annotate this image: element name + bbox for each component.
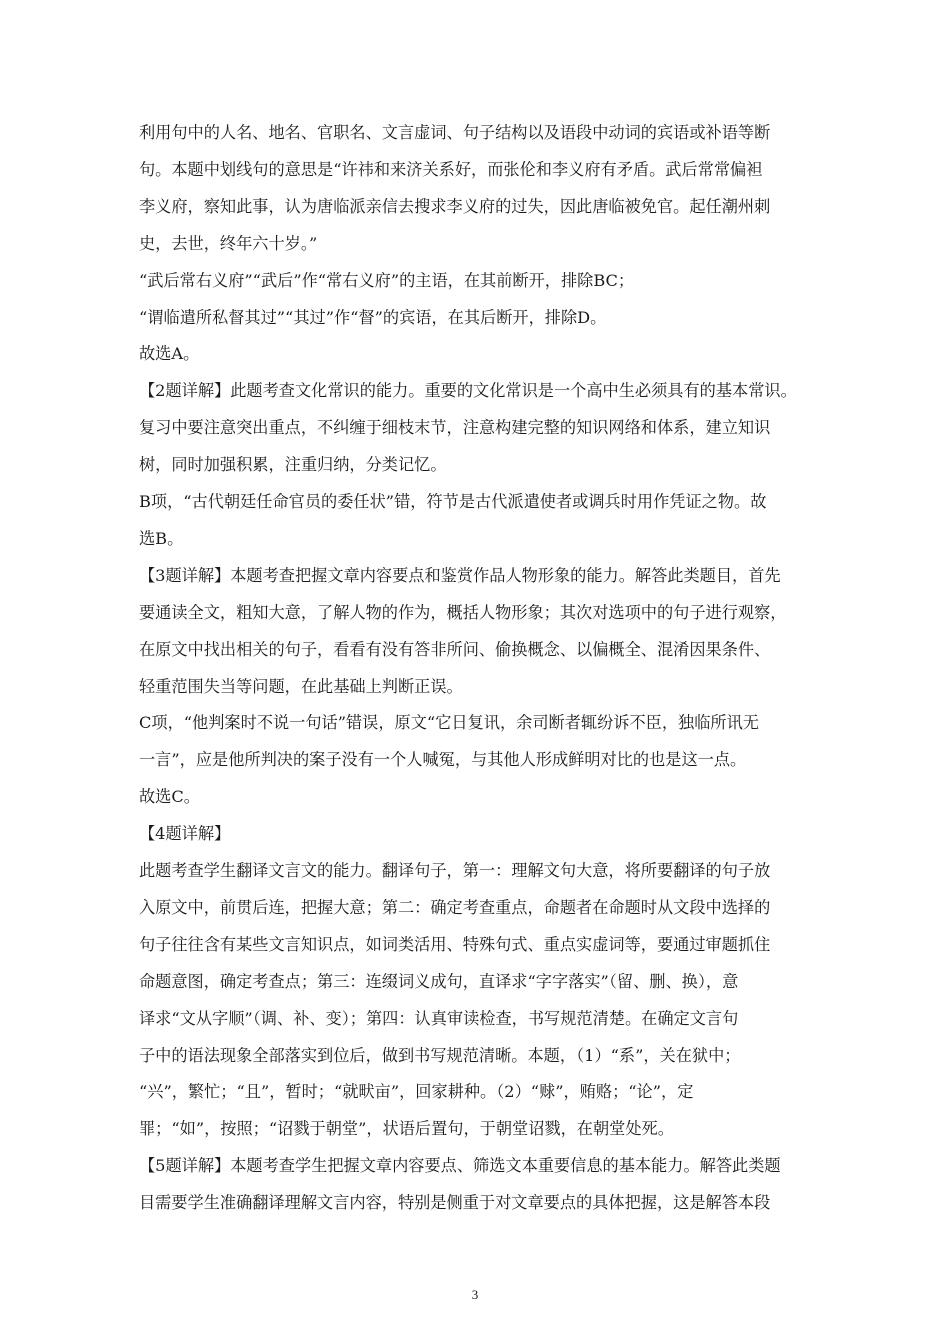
- text-line: 译求“文从字顺”（调、补、变）；第四：认真审读检查，书写规范清楚。在确定文言句: [139, 1008, 739, 1028]
- text-line: 利用句中的人名、地名、官职名、文言虚词、句子结构以及语段中动词的宾语或补语等断: [139, 123, 771, 142]
- text-line: 复习中要注意突出重点，不纠缠于细枝末节，注意构建完整的知识网络和体系，建立知识: [139, 418, 771, 438]
- page-number: 3: [471, 1287, 479, 1302]
- text-line: 【5题详解】本题考查学生把握文章内容要点、筛选文本重要信息的基本能力。解答此类题: [139, 1156, 781, 1176]
- text-line: “武后常右义府”“武后”作“常右义府”的主语，在其前断开，排除BC；: [139, 270, 635, 290]
- text-line: 子中的语法现象全部落实到位后，做到书写规范清晰。本题，（1）“系”，关在狱中；: [139, 1045, 741, 1065]
- text-line: 史，去世，终年六十岁。”: [139, 233, 318, 253]
- text-line: 句。本题中划线句的意思是“许祎和来济关系好，而张伦和李义府有矛盾。武后常常偏袒: [139, 159, 763, 179]
- text-line: 故选C。: [139, 787, 200, 807]
- text-line: 【4题详解】: [139, 824, 231, 844]
- text-line: 【2题详解】此题考查文化常识的能力。重要的文化常识是一个高中生必须具有的基本常识。: [139, 381, 797, 401]
- text-line: B项，“古代朝廷任命官员的委任状”错，符节是古代派遣使者或调兵时用作凭证之物。故: [139, 492, 767, 511]
- text-line: 一言”，应是他所判决的案子没有一个人喊冤，与其他人形成鲜明对比的也是这一点。: [139, 750, 747, 770]
- text-line: 选B。: [139, 528, 184, 548]
- text-line: 故选A。: [139, 344, 200, 364]
- text-line: 轻重范围失当等问题，在此基础上判断正误。: [139, 676, 463, 696]
- text-line: 目需要学生准确翻译理解文言内容，特别是侧重于对文章要点的具体把握，这是解答本段: [139, 1193, 771, 1213]
- text-line: 要通读全文，粗知大意，了解人物的作为，概括人物形象；其次对选项中的句子进行观察，: [139, 602, 787, 622]
- text-line: C项，“他判案时不说一句话”错误，原文“它日复讯，余司断者辄纷诉不臣，独临所讯无: [139, 713, 759, 733]
- text-line: 命题意图，确定考查点；第三：连缀词义成句，直译求“字字落实”（留、删、换），意: [139, 971, 739, 991]
- text-line: 句子往往含有某些文言知识点，如词类活用、特殊句式、重点实虚词等，要通过审题抓住: [139, 934, 771, 954]
- text-line: 在原文中找出相关的句子，看看有没有答非所问、偷换概念、以偏概全、混淆因果条件、: [139, 639, 771, 659]
- text-line: 李义府，察知此事，认为唐临派亲信去搜求李义府的过失，因此唐临被免官。起任潮州刺: [139, 196, 771, 216]
- text-line: 入原文中，前贯后连，把握大意；第二：确定考查重点，命题者在命题时从文段中选择的: [139, 897, 771, 917]
- text-line: 树，同时加强积累，注重归纳，分类记忆。: [139, 455, 447, 475]
- text-line: “兴”，繁忙；“且”，暂时；“就畎亩”，回家耕种。（2）“赇”，贿赂；“论”，定: [139, 1082, 694, 1102]
- text-line: 【3题详解】本题考查把握文章内容要点和鉴赏作品人物形象的能力。解答此类题目，首先: [139, 565, 781, 585]
- text-line: 罪；“如”，按照；“诏戮于朝堂”，状语后置句，于朝堂诏戮，在朝堂处死。: [139, 1119, 674, 1139]
- text-line: 此题考查学生翻译文言文的能力。翻译句子，第一：理解文句大意，将所要翻译的句子放: [139, 861, 771, 880]
- text-line: “谓临遣所私督其过”“其过”作“督”的宾语，在其后断开，排除D。: [139, 307, 607, 327]
